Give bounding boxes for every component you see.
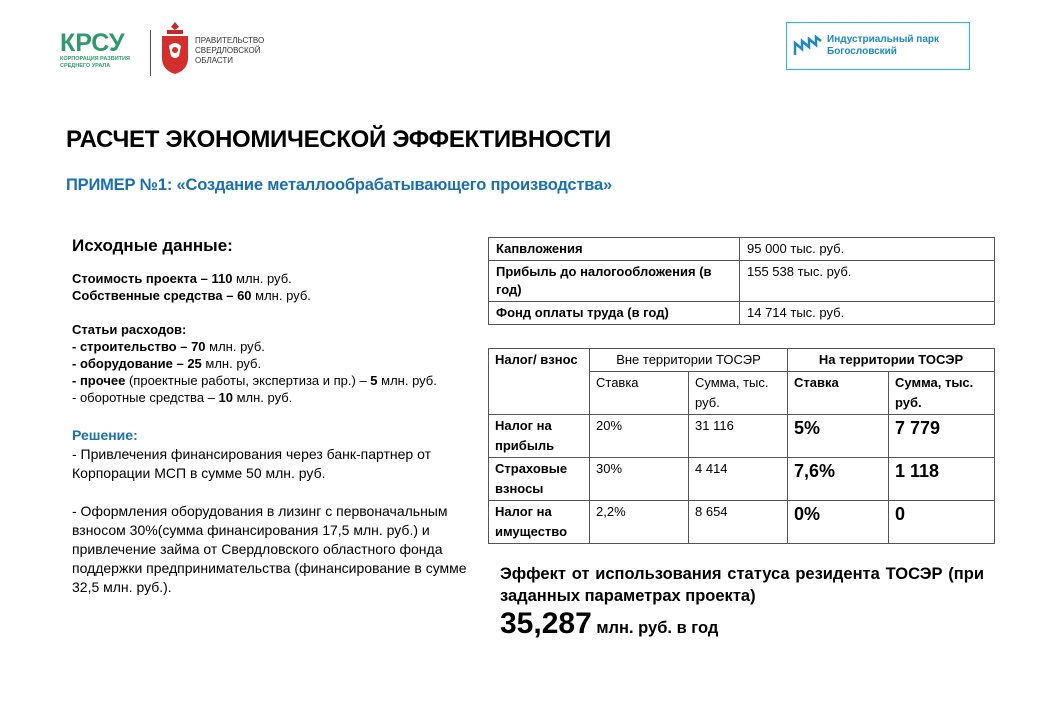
tax-name: Налог на прибыль bbox=[489, 415, 590, 458]
own-funds: Собственные средства – 60 млн. руб. bbox=[72, 288, 311, 303]
table-header-row bbox=[489, 349, 995, 372]
solution-heading: Решение: bbox=[72, 427, 138, 443]
column-header-rate: Ставка bbox=[590, 372, 689, 415]
outside-sum: 31 116 bbox=[689, 415, 788, 458]
header-divider bbox=[150, 30, 151, 76]
outside-rate: 20% bbox=[590, 415, 689, 458]
expense-other: - прочее (проектные работы, экспертиза и пр.) – 5 млн. руб. bbox=[72, 373, 437, 388]
outside-sum: 4 414 bbox=[689, 458, 788, 501]
project-cost: Стоимость проекта – 110 млн. руб. bbox=[72, 271, 292, 286]
table-cell-value: 14 714 тыс. руб. bbox=[740, 302, 995, 325]
initial-data-heading: Исходные данные: bbox=[72, 236, 233, 255]
park-logo-text: Индустриальный парк Богословский bbox=[827, 34, 940, 57]
inside-sum: 7 779 bbox=[889, 415, 995, 458]
effect-unit: млн. руб. в год bbox=[591, 619, 719, 637]
inside-rate: 5% bbox=[788, 415, 889, 458]
inside-rate: 0% bbox=[788, 501, 889, 544]
table-cell-value: 95 000 тыс. руб. bbox=[740, 238, 995, 261]
krsu-logo bbox=[60, 30, 155, 78]
expenses-heading: Статьи расходов: bbox=[72, 322, 187, 337]
table-row bbox=[489, 302, 995, 325]
group-header-inside: На территории ТОСЭР bbox=[788, 349, 995, 372]
column-header-sum: Сумма, тыс. руб. bbox=[889, 372, 995, 415]
inside-rate: 7,6% bbox=[788, 458, 889, 501]
page-title: РАСЧЕТ ЭКОНОМИЧЕСКОЙ ЭФФЕКТИВНОСТИ bbox=[66, 126, 611, 153]
column-header-rate: Ставка bbox=[788, 372, 889, 415]
inside-sum: 0 bbox=[889, 501, 995, 544]
initial-data-section bbox=[72, 236, 472, 597]
effect-result bbox=[500, 607, 984, 641]
tax-name: Налог на имущество bbox=[489, 501, 590, 544]
coat-of-arms-icon bbox=[160, 20, 190, 76]
industrial-park-logo bbox=[786, 22, 970, 70]
krsu-logo-mark: КРСУ bbox=[60, 29, 125, 57]
table-row bbox=[489, 238, 995, 261]
table-row bbox=[489, 415, 995, 458]
solution-item-1: - Привлечения финансирования через банк-партнер от Корпорации МСП в сумме 50 млн. руб. bbox=[72, 446, 431, 481]
table-cell-value: 155 538 тыс. руб. bbox=[740, 261, 995, 302]
effect-description: Эффект от использования статуса резидента ТОСЭР (при заданных параметрах проекта) bbox=[500, 565, 984, 605]
table-cell-label: Капвложения bbox=[489, 238, 740, 261]
expense-working-capital: - оборотные средства – 10 млн. руб. bbox=[72, 390, 293, 405]
expense-construction: - строительство – 70 млн. руб. bbox=[72, 339, 265, 354]
table-row bbox=[489, 458, 995, 501]
solution-item-2: - Оформления оборудования в лизинг с первоначальным взносом 30%(сумма финансирования 17,5 млн. руб.) и привлечение займа от Свердловского областного фонда поддержки предпринимательства (финансирование в сумме 32,5 млн. руб.). bbox=[72, 503, 467, 595]
effect-section bbox=[500, 563, 984, 641]
table-cell-label: Фонд оплаты труда (в год) bbox=[489, 302, 740, 325]
investment-table bbox=[488, 237, 995, 325]
table-row bbox=[489, 261, 995, 302]
tax-comparison-table bbox=[488, 348, 995, 544]
group-header-outside: Вне территории ТОСЭР bbox=[590, 349, 788, 372]
krsu-logo-subtitle: КОРПОРАЦИЯ РАЗВИТИЯ СРЕДНЕГО УРАЛА bbox=[60, 56, 130, 69]
outside-sum: 8 654 bbox=[689, 501, 788, 544]
outside-rate: 2,2% bbox=[590, 501, 689, 544]
government-label: ПРАВИТЕЛЬСТВО СВЕРДЛОВСКОЙ ОБЛАСТИ bbox=[195, 36, 265, 65]
table-cell-label: Прибыль до налогообложения (в год) bbox=[489, 261, 740, 302]
page-subtitle: ПРИМЕР №1: «Создание металлообрабатывающего производства» bbox=[66, 176, 612, 194]
column-header-tax: Налог/ взнос bbox=[489, 349, 590, 415]
expense-equipment: - оборудование – 25 млн. руб. bbox=[72, 356, 262, 371]
column-header-sum: Сумма, тыс. руб. bbox=[689, 372, 788, 415]
effect-value: 35,287 bbox=[500, 607, 592, 640]
outside-rate: 30% bbox=[590, 458, 689, 501]
tax-name: Страховые взносы bbox=[489, 458, 590, 501]
inside-sum: 1 118 bbox=[889, 458, 995, 501]
park-logo-icon bbox=[793, 35, 823, 57]
table-row bbox=[489, 501, 995, 544]
